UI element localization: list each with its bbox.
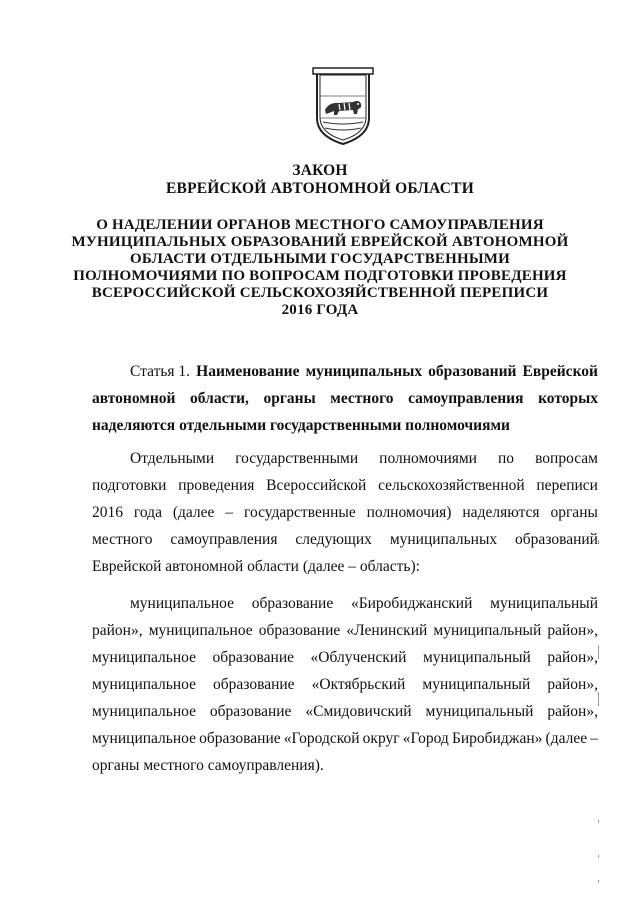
paragraph: [92, 445, 598, 580]
title-line: ВСЕРОССИЙСКОЙ СЕЛЬСКОХОЗЯЙСТВЕННОЙ ПЕРЕПИСИ: [91, 285, 549, 301]
text-line: Еврейской автономной области (далее – область):: [92, 558, 420, 575]
text-line: Статья 1. Наименование муниципальных образований Еврейской: [92, 358, 598, 385]
text-line: Отдельными государственными полномочиями по вопросам: [130, 450, 598, 467]
heading-region: ЕВРЕЙСКОЙ АВТОНОМНОЙ ОБЛАСТИ: [166, 180, 474, 197]
article-label: Статья 1.: [130, 363, 191, 380]
law-title: [0, 217, 640, 319]
text-line: район», муниципальное образование «Ленинский муниципальный район»,: [92, 622, 598, 639]
paragraph: [92, 590, 598, 779]
text-line: муниципальное образование «Городской округ «Город Биробиджан» (далее –: [92, 730, 598, 747]
document-body: [92, 358, 598, 779]
text-line: муниципальное образование «Облученский муниципальный район»,: [92, 649, 598, 666]
text-line: муниципальное образование «Биробиджанский муниципальный: [130, 595, 598, 612]
text-line: подготовки проведения Всероссийской сельскохозяйственной переписи: [92, 477, 598, 494]
heading-law: ЗАКОН: [292, 162, 348, 179]
coat-of-arms-emblem: [309, 66, 377, 148]
text-line: автономной области, органы местного самоуправления которых: [92, 390, 598, 407]
scan-margin-mark: [598, 692, 599, 706]
text-line: муниципальное образование «Октябрьский муниципальный район»,: [92, 676, 598, 693]
scan-margin-mark: [598, 855, 599, 858]
text-line: органы местного самоуправления).: [92, 757, 324, 774]
article-1-heading: [92, 358, 598, 439]
title-line: О НАДЕЛЕНИИ ОРГАНОВ МЕСТНОГО САМОУПРАВЛЕНИЯ: [96, 217, 544, 233]
title-line: 2016 ГОДА: [281, 302, 359, 318]
scan-margin-mark: [598, 820, 599, 823]
text-line: местного самоуправления следующих муниципальных образований: [92, 531, 598, 548]
law-heading: [0, 162, 640, 198]
title-line: МУНИЦИПАЛЬНЫХ ОБРАЗОВАНИЙ ЕВРЕЙСКОЙ АВТОНОМНОЙ: [71, 234, 569, 250]
scan-margin-mark: [598, 880, 599, 883]
title-line: ОБЛАСТИ ОТДЕЛЬНЫМИ ГОСУДАРСТВЕННЫМИ: [129, 251, 511, 267]
text-line: наделяются отдельными государственными полномочиями: [92, 417, 510, 434]
title-line: ПОЛНОМОЧИЯМИ ПО ВОПРОСАМ ПОДГОТОВКИ ПРОВЕДЕНИЯ: [73, 268, 567, 284]
scan-margin-mark: [598, 645, 599, 659]
text-line: 2016 года (далее – государственные полномочия) наделяются органы: [92, 504, 598, 521]
scan-margin-mark: [598, 540, 599, 544]
text-line: муниципальное образование «Смидовичский муниципальный район»,: [92, 703, 598, 720]
